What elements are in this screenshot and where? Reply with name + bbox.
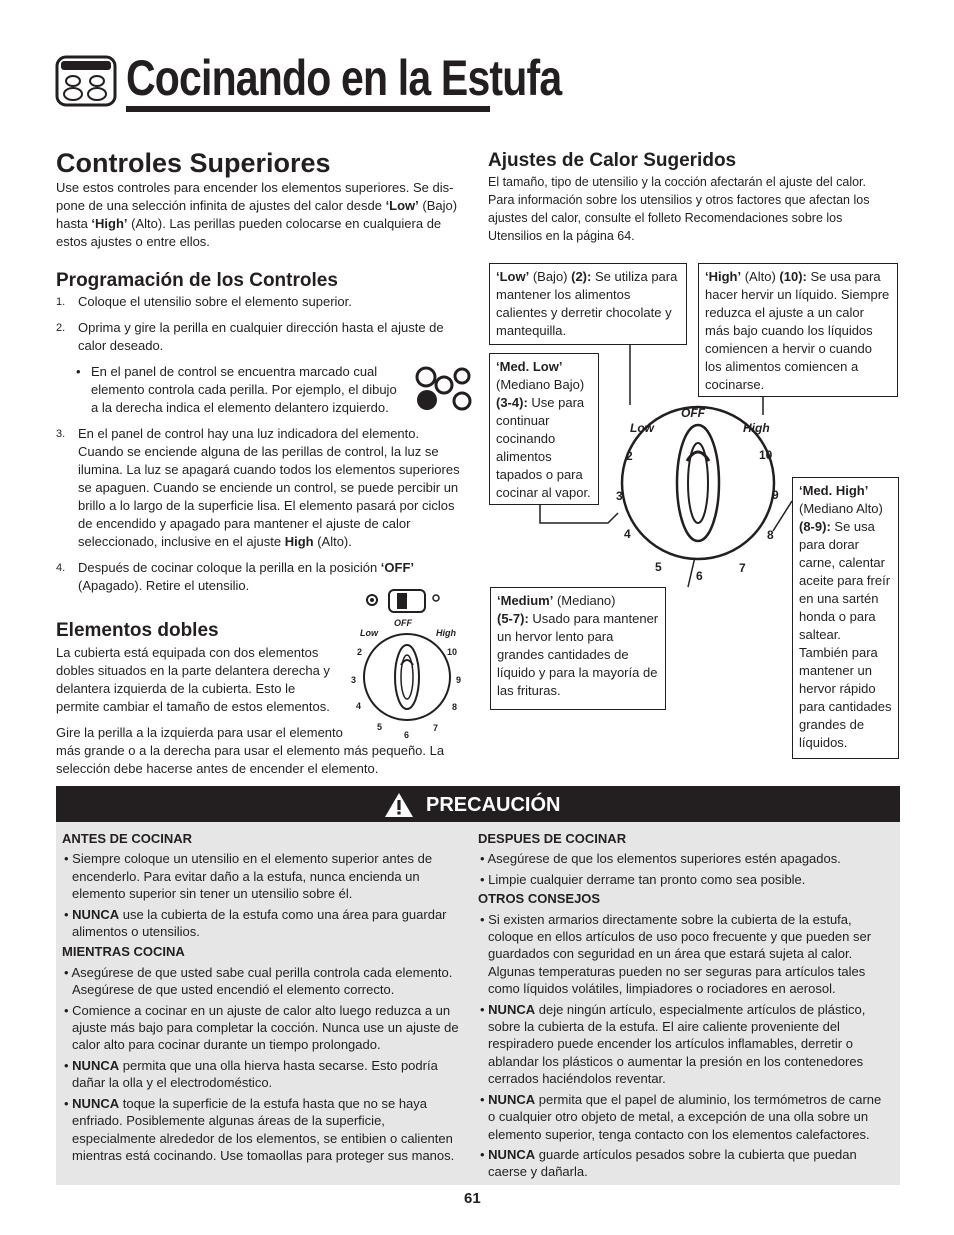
section-title-ajustes: Ajustes de Calor Sugeridos (488, 150, 737, 171)
dial-5: 5 (655, 560, 662, 574)
dial-8: 8 (767, 528, 774, 542)
step-3: 3. En el panel de control hay una luz indicadora del elemento. Cuando se enciende alguna de las perillas de control, la luz se ilumina. La luz se apagará cuando todos los elementos superiores se apaguen. Cuando se enciende un control, se puede percibir un brillo a lo largo de la superficie lisa. El elemento pasará por ciclos de encendido y apagado para mantener el ajuste de calor seleccionado, inclusive en el ajuste High (Alto). (56, 426, 460, 549)
small-dial-2: 2 (357, 647, 363, 657)
small-dial-8: 8 (452, 702, 458, 712)
small-dial-3: 3 (351, 675, 357, 685)
callout-low: ‘Low’ (Bajo) (2): Se utiliza para mantener los alimentos calientes y derretir chocolate y mantequilla. (489, 263, 687, 345)
dial-3: 3 (616, 489, 623, 503)
small-dial-off: OFF (394, 618, 412, 628)
caution-right-column: DESPUES DE COCINAR • Asegúrese de que los elementos superiores estén apagados. • Limpie cualquier derrame tan pronto como sea posible. OTROS CONSEJOS • Si existen armarios directamente sobre la cubierta de la estufa, coloque en ellos artículos de uso poco frecuente y que pueden ser guardados con seguridad en un área que estará sujeta al calor. Algunas temperaturas pueden no ser seguras para artículos tales como líquidos volátiles, limpiadores o rociadores en aerosol. • NUNCA deje ningún artículo, especialmente artículos de plástico, sobre la cubierta de la estufa. El aire caliente proveniente del respiradero puede encender los artículos inflamables, derretir o ablandar los plásticos o aumentar la presión en los contenedores cerrados haciéndolos reventar. • NUNCA permita que el papel de aluminio, los termómetros de carne o cualquier otro objeto de metal, a excepción de una olla sobre un elemento superior, tenga contacto con los elementos calefactores. • NUNCA guarde artículos pesados sobre la cubierta que puedan caerse y dañarla. (478, 831, 882, 1180)
caution-left-column: ANTES DE COCINAR • Siempre coloque un utensilio en el elemento superior antes de encenderlo. Para evitar daño a la estufa, nunca encienda un elemento superior sin tener un utensilio sobre él. • NUNCA use la cubierta de la estufa como una área para guardar alimentos o utensilios. MIENTRAS COCINA • Asegúrese de que usted sabe cual perilla controla cada elemento. Asegúrese de que usted encendió el elemento correcto. • Comience a cocinar en un ajuste de calor alto luego reduzca a un ajuste más bajo para completar la cocción. Nunca use un ajuste de calor alto para cocinar durante un tiempo prolongado. • NUNCA permita que una olla hierva hasta secarse. Esto podría dañar la olla y el electrodoméstico. • NUNCA toque la superficie de la estufa hasta que no se haya enfriado. Posiblemente algunas áreas de la superficie, especialmente alrededor de los elementos, se entibien o calienten mientras está cocinando. Use tomaollas para proteger sus manos. (62, 831, 459, 1163)
callout-high: ‘High’ (Alto) (10): Se usa para hacer hervir un líquido. Siempre reduzca el ajuste a un calor más bajo cuando los líquidos comiencen a hervir o cuando los alimentos comiencen a cocinarse. (698, 263, 898, 397)
dial-2: 2 (626, 449, 633, 463)
step-2-bullet: • En el panel de control se encuentra marcado cual elemento controla cada perilla. Por ejemplo, el dibujo a la derecha indica el elemento delantero izquierdo. (76, 364, 397, 415)
small-dial-high: High (436, 628, 456, 638)
element-indicator-diagram (414, 365, 474, 413)
dial-4: 4 (624, 527, 631, 541)
cooktop-icon (55, 55, 117, 107)
page-title: Cocinando en la Estufa (126, 50, 562, 106)
small-dial-5: 5 (377, 722, 383, 732)
callout-med-high: ‘Med. High’ (Mediano Alto) (8-9): Se usa para dorar carne, calentar aceite para freír en una sartén honda o para saltear. También para mantener un hervor rápido para cantidades grandes de líquidos. (792, 477, 899, 759)
dial-7: 7 (739, 561, 746, 575)
small-dial-10: 10 (447, 647, 458, 657)
caution-header (56, 786, 900, 822)
dial-off-label: OFF (681, 406, 705, 420)
small-dial-low: Low (360, 628, 378, 638)
step-1: 1. Coloque el utensilio sobre el elemento superior. (56, 294, 352, 309)
dobles-p1: La cubierta está equipada con dos elementos dobles situados en la parte delantera derecha y delantera izquierda de la cubierta. Esto le permite cambiar el tamaño de estos elementos. (56, 645, 330, 714)
small-dial-4: 4 (356, 701, 362, 711)
small-dial-7: 7 (433, 723, 439, 733)
dial-high-label: High (743, 421, 770, 435)
section-title-controles: Controles Superiores (56, 148, 331, 178)
dial-6: 6 (696, 569, 703, 583)
ajustes-intro: El tamaño, tipo de utensilio y la cocción afectarán el ajuste del calor. Para información sobre los utensilios y otros factores que afectan los ajustes del calor, consulte el folleto Recomendaciones sobre los Utensilios en la página 64. (488, 175, 870, 243)
dial-10: 10 (759, 448, 773, 462)
section-title-programacion: Programación de los Controles (56, 270, 338, 291)
dobles-p2: Gire la perilla a la izquierda para usar el elemento más grande o a la derecha para usar el elemento más pequeño. La selección debe hacerse antes de encender el elemento. (56, 725, 445, 776)
callout-med-low: ‘Med. Low’ (Mediano Bajo) (3-4): Use para continuar cocinando alimentos tapados o para cocinar al vapor. (489, 353, 599, 505)
callout-medium: ‘Medium’ (Mediano) (5-7): Usado para mantener un hervor lento para grandes cantidades de líquido y para la mayoría de las frituras. (490, 587, 666, 710)
step-4: 4. Después de cocinar coloque la perilla en la posición ‘OFF’ (Apagado). Retire el utensilio. (56, 560, 415, 593)
title-rule (126, 106, 490, 112)
small-dial-9: 9 (456, 675, 462, 685)
caution-title: PRECAUCIÓN (426, 794, 561, 816)
dial-low-label: Low (630, 421, 654, 435)
small-dial (344, 615, 472, 743)
controles-intro: Use estos controles para encender los elementos superiores. Se dis- pone de una selección infinita de ajustes del calor desde ‘Low’ (Bajo) hasta ‘High’ (Alto). Las perillas pueden colocarse en cualquiera de estos ajustes o entre ellos. (56, 180, 458, 249)
dial-9: 9 (772, 488, 779, 502)
section-title-dobles: Elementos dobles (56, 620, 219, 641)
dual-element-selector (364, 588, 442, 618)
step-2: 2. Oprima y gire la perilla en cualquier dirección hasta el ajuste de calor deseado. (56, 320, 444, 353)
page-number: 61 (464, 1190, 481, 1207)
small-dial-6: 6 (404, 730, 410, 740)
warning-icon (384, 792, 414, 818)
